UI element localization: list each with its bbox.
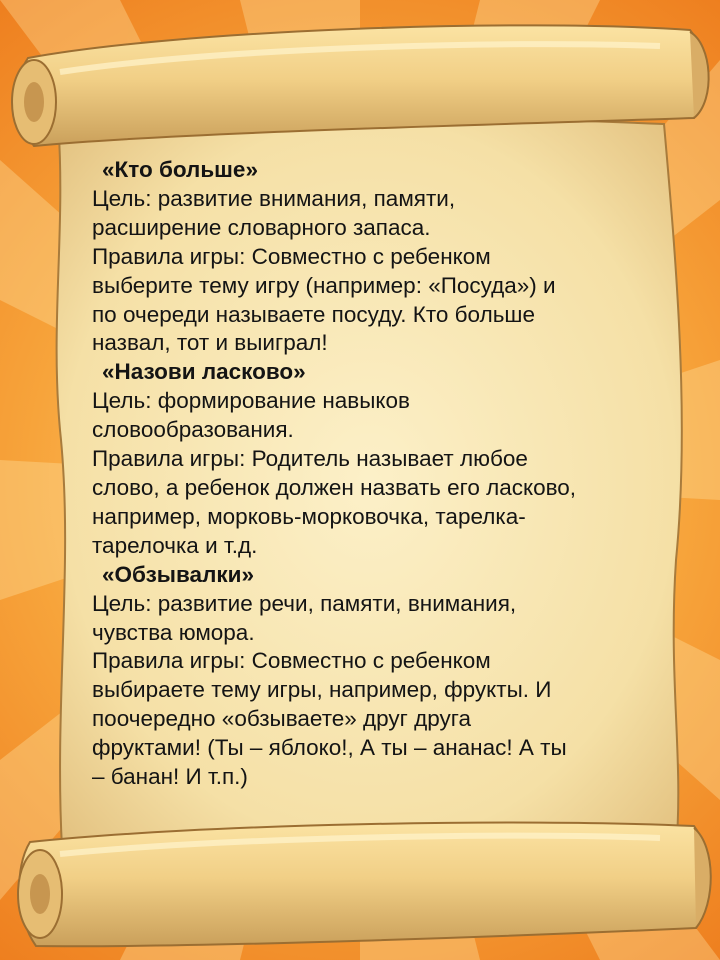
game-section	[92, 156, 632, 358]
goal-line: Цель: развитие речи, памяти, внимания,	[92, 590, 517, 616]
game-title: «Назови ласково»	[102, 359, 306, 385]
rules-line: Правила игры: Совместно с ребенком	[92, 648, 491, 674]
goal-line: Цель: формирование навыков	[92, 388, 410, 414]
rules-line: назвал, тот и выиграл!	[92, 330, 328, 356]
rules-line: слово, а ребенок должен назвать его ласково,	[92, 474, 577, 500]
rules-line: по очереди называете посуду. Кто больше	[92, 301, 535, 327]
rules-line: тарелочка и т.д.	[92, 532, 258, 558]
game-title: «Обзывалки»	[102, 561, 254, 587]
rules-line: Правила игры: Родитель называет любое	[92, 446, 528, 472]
rules-line: фруктами! (Ты – яблоко!, А ты – ананас! А ты	[92, 735, 567, 761]
game-title: «Кто больше»	[102, 157, 258, 182]
rules-line: – банан! И т.п.)	[92, 764, 248, 790]
goal-line: Цель: развитие внимания, памяти,	[92, 185, 456, 211]
goal-line: расширение словарного запаса.	[92, 214, 431, 240]
game-section	[92, 561, 632, 792]
goal-line: словообразования.	[92, 417, 294, 443]
rules-line: поочередно «обзываете» друг друга	[92, 706, 471, 732]
games-text	[92, 156, 632, 792]
goal-line: чувства юмора.	[92, 619, 255, 645]
game-section	[92, 358, 632, 560]
rules-line: выбираете тему игры, например, фрукты. И	[92, 677, 552, 703]
rules-line: например, морковь-морковочка, тарелка-	[92, 503, 526, 529]
rules-line: выберите тему игру (например: «Посуда») и	[92, 272, 556, 298]
rules-line: Правила игры: Совместно с ребенком	[92, 243, 491, 269]
